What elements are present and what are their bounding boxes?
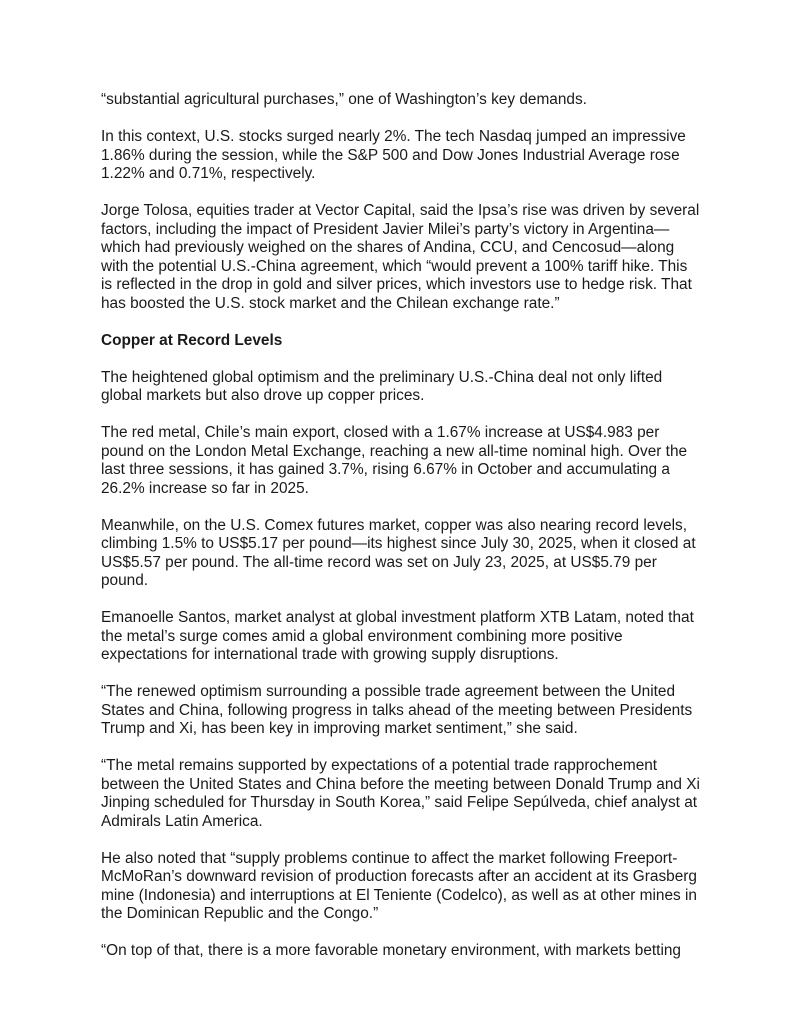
paragraph: “The metal remains supported by expectations of a potential trade rapprochement between the United States and China before the meeting between Donald Trump and Xi Jinping scheduled for Thursday in South Korea,” said Felipe Sepúlveda, chief analyst at Admirals Latin America. — [101, 757, 700, 830]
paragraph: “substantial agricultural purchases,” one of Washington’s key demands. — [101, 91, 587, 108]
paragraph: The red metal, Chile’s main export, closed with a 1.67% increase at US$4.983 per pound on the London Metal Exchange, reaching a new all-time nominal high. Over the last three sessions, it has gained 3.7%, rising 6.67% in October and accumulating a 26.2% increase so far in 2025. — [101, 424, 688, 497]
paragraph: In this context, U.S. stocks surged nearly 2%. The tech Nasdaq jumped an impressive 1.86% during the session, while the S&P 500 and Dow Jones Industrial Average rose 1.22% and 0.71%, respectively. — [101, 128, 686, 182]
paragraph: “The renewed optimism surrounding a possible trade agreement between the United States and China, following progress in talks ahead of the meeting between Presidents Trump and Xi, has been key in improving market sentiment,” she said. — [101, 683, 693, 737]
paragraph: “On top of that, there is a more favorable monetary environment, with markets betting — [101, 942, 681, 959]
paragraph: Jorge Tolosa, equities trader at Vector Capital, said the Ipsa’s rise was driven by several factors, including the impact of President Javier Milei’s party’s victory in Argentina— which had previously weighed on the shares of Andina, CCU, and Cencosud—along with the potential U.S.-China agreement, which “would prevent a 100% tariff hike. This is reflected in the drop in gold and silver prices, which investors use to hedge risk. That has boosted the U.S. stock market and the Chilean exchange rate.” — [101, 202, 700, 312]
document-page — [101, 91, 711, 979]
paragraph: Emanoelle Santos, market analyst at global investment platform XTB Latam, noted that the metal’s surge comes amid a global environment combining more positive expectations for international trade with growing supply disruptions. — [101, 609, 694, 663]
paragraph: The heightened global optimism and the preliminary U.S.-China deal not only lifted global markets but also drove up copper prices. — [101, 368, 663, 404]
section-heading: Copper at Record Levels — [101, 331, 283, 349]
paragraph: Meanwhile, on the U.S. Comex futures market, copper was also nearing record levels, climbing 1.5% to US$5.17 per pound—its highest since July 30, 2025, when it closed at US$5.57 per pound. The all-time record was set on July 23, 2025, at US$5.79 per pound. — [101, 516, 696, 589]
paragraph: He also noted that “supply problems continue to affect the market following Freeport- McMoRan’s downward revision of production forecasts after an accident at its Grasberg mine (Indonesia) and interruptions at El Teniente (Codelco), as well as at other mines in the Dominican Republic and the Congo.” — [101, 849, 697, 922]
